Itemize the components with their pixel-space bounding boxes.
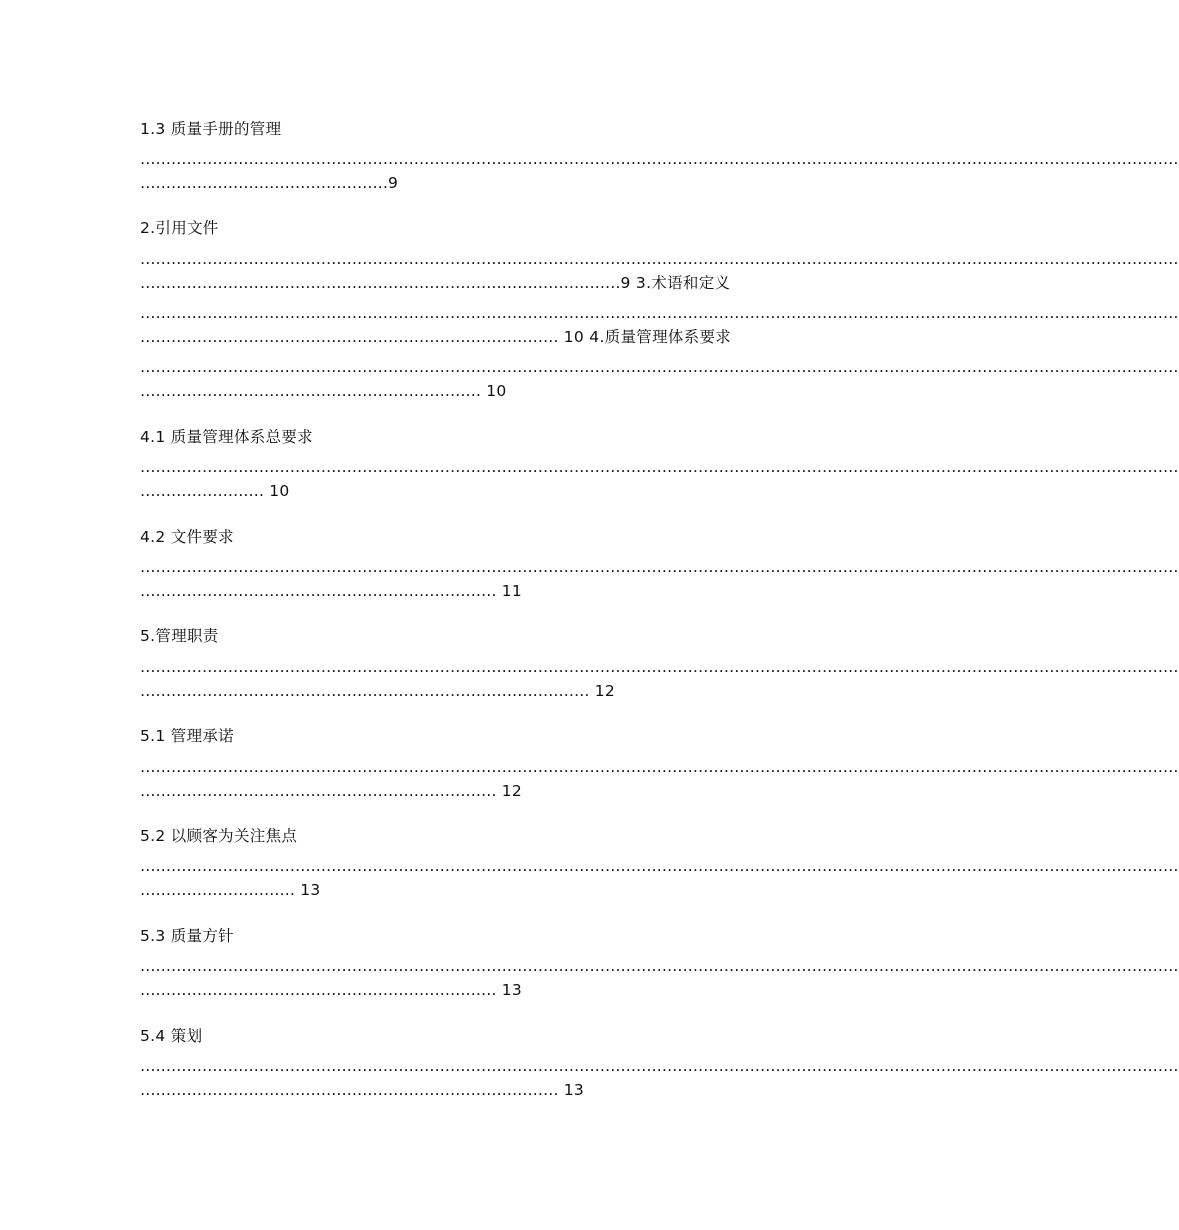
toc-entry-title: 4.2 文件要求 — [140, 528, 234, 546]
toc-page-number: 13 — [563, 1081, 585, 1099]
toc-leader-with-page: …………………………………………9 — [140, 174, 399, 192]
toc-page-number: 12 — [501, 782, 523, 800]
toc-entry-title: 5.3 质量方针 — [140, 927, 234, 945]
toc-entry-title: 2.引用文件 — [140, 219, 219, 237]
toc-leader: ………………………………………………………………………………………………………………………………………………………………………………… — [140, 304, 1179, 322]
toc-page-number: 10 — [486, 382, 507, 400]
toc-leader: ………………………………………………………………………………………………………………………………………………………………………………… — [140, 150, 1179, 168]
toc-leader-with-page: ……………………………………………………………………… 13 — [140, 1081, 585, 1099]
toc-leader: ………………………………………………………………………………………………………………………………………………………………………………… — [140, 250, 1179, 268]
toc-page-number: 10 — [269, 482, 290, 500]
toc-leader: ………………………………………………………………………………………………………………………………………………………………………………… — [140, 358, 1179, 376]
toc-leader-with-page: …………………… 10 — [140, 482, 290, 500]
toc-leader: ………………………………………………………………………………………………………………………………………………………………………………… — [140, 758, 1179, 776]
toc-entry-title: 4.质量管理体系要求 — [589, 328, 732, 346]
toc-page-number: 11 — [501, 582, 523, 600]
toc-leader-with-page: …………………………………………………………………………………9 3.术语和定义 — [140, 274, 731, 292]
toc-leader-with-page: ……………………………………………………………………… 10 4.质量管理体系要求 — [140, 328, 732, 346]
toc-page-number: 9 — [620, 274, 631, 292]
toc-leader: ………………………………………………………………………………………………………………………………………………………………………………… — [140, 1057, 1179, 1075]
toc-leader-with-page: ………………………………………………………… 10 — [140, 382, 507, 400]
toc-page-number: 10 — [563, 328, 585, 346]
toc-leader: ………………………………………………………………………………………………………………………………………………………………………………… — [140, 658, 1179, 676]
toc-leader-with-page: …………………………………………………………… 11 — [140, 582, 523, 600]
toc-leader: ………………………………………………………………………………………………………………………………………………………………………………… — [140, 558, 1179, 576]
toc-leader: ………………………………………………………………………………………………………………………………………………………………………………… — [140, 458, 1179, 476]
toc-leader-with-page: …………………………………………………………… 12 — [140, 782, 523, 800]
toc-page-number: 13 — [501, 981, 523, 999]
toc-page-number: 12 — [594, 682, 616, 700]
toc-entry-title: 3.术语和定义 — [635, 274, 731, 292]
toc-entry-title: 5.4 策划 — [140, 1027, 203, 1045]
toc-leader: ………………………………………………………………………………………………………………………………………………………………………………… — [140, 857, 1179, 875]
toc-entry-title: 5.2 以顾客为关注焦点 — [140, 827, 298, 845]
toc-leader-with-page: …………………………………………………………………………… 12 — [140, 682, 616, 700]
toc-leader: ………………………………………………………………………………………………………………………………………………………………………………… — [140, 957, 1179, 975]
toc-page-number: 9 — [388, 174, 399, 192]
toc-page-number: 13 — [300, 881, 321, 899]
toc-entry-title: 1.3 质量手册的管理 — [140, 120, 282, 138]
toc-entry-title: 4.1 质量管理体系总要求 — [140, 428, 313, 446]
toc-entry-title: 5.管理职责 — [140, 627, 219, 645]
toc-leader-with-page: …………………………………………………………… 13 — [140, 981, 523, 999]
toc-entry-title: 5.1 管理承诺 — [140, 727, 234, 745]
toc-leader-with-page: ………………………… 13 — [140, 881, 321, 899]
